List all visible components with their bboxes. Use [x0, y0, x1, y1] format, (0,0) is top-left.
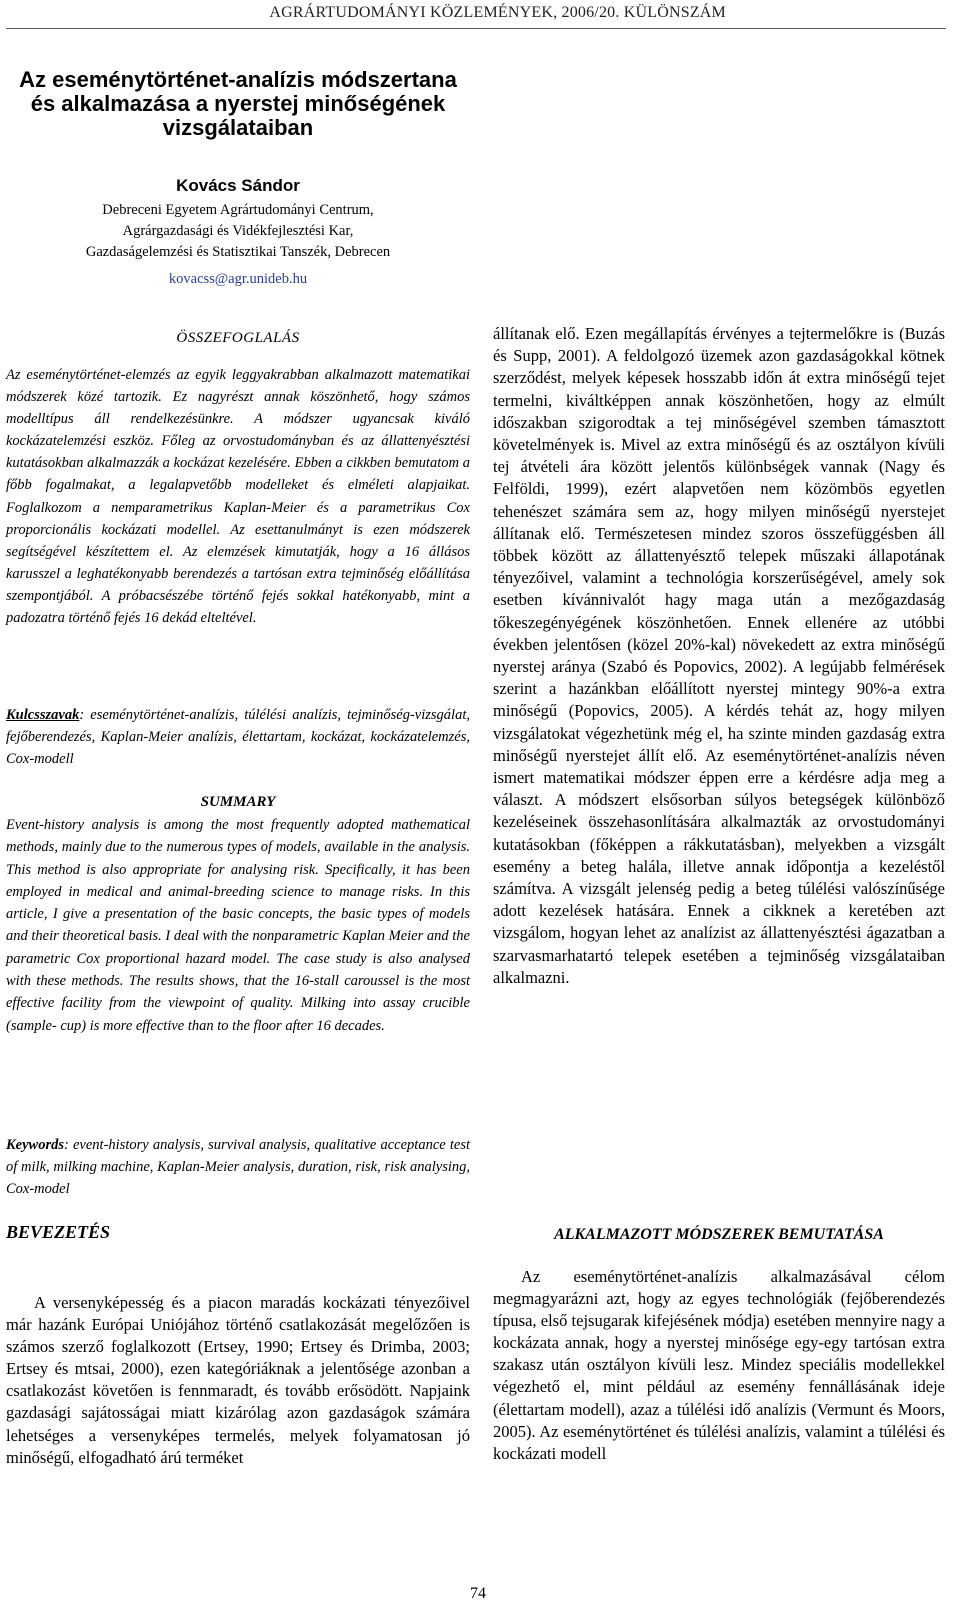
running-head: AGRÁRTUDOMÁNYI KÖZLEMÉNYEK, 2006/20. KÜLÖNSZÁM	[269, 4, 726, 21]
section-heading-methods: ALKALMAZOTT MÓDSZEREK BEMUTATÁSA	[554, 1226, 884, 1243]
title-block	[6, 68, 470, 288]
page-number: 74	[470, 1585, 486, 1602]
keywords-english	[6, 1134, 470, 1201]
abstract-heading: ÖSSZEFOGLALÁS	[176, 330, 300, 346]
title-line: Az eseménytörténet-analízis módszertana	[19, 67, 457, 92]
keywords-label: Keywords	[6, 1137, 64, 1153]
affiliation-line: Agrárgazdasági és Vidékfejlesztési Kar,	[122, 223, 354, 239]
summary-heading: SUMMARY	[200, 794, 276, 810]
affiliation	[6, 200, 470, 263]
affiliation-line: Gazdaságelemzési és Statisztikai Tanszék, Debrecen	[85, 244, 391, 260]
keywords-label: Kulcsszavak	[6, 707, 80, 723]
affiliation-line: Debreceni Egyetem Agrártudományi Centrum,	[102, 202, 374, 218]
abstract-text: Az eseménytörténet-elemzés az egyik leggyakrabban alkalmazott matematikai módszerek közé tartozik. Ez nagyrészt annak köszönhető, hogy számos modelltípus áll rendelkezésünkre. A módszer ugyancsak kiváló kockázatelemzési eszköz. Főleg az orvostudományban és az állattenyésztési kutatásokban alkalmazzák a kockázat kezelésére. Ebben a cikkben bemutatom a főbb fogalmakat, a legalapvetőbb modelleket és elméleti alapjaikat. Foglalkozom a nemparametrikus Kaplan-Meier és a parametrikus Cox proporcionális kockázati modellel. Az esettanulmányt is ezen módszerek segítségével készítettem el. Az elemzések kimutatják, hogy a 16 állásos karusszel a leghatékonyabb berendezés a tartósan extra tejminőség előállítása szempontjából. A próbacsészébe történő fejés sokkal hatékonyabb, mint a padozatra történő fejés 16 dekád elteltével.	[6, 367, 470, 627]
keywords-list: : event-history analysis, survival analysis, qualitative acceptance test of milk, milking machine, Kaplan-Meier analysis, duration, risk, risk analysing, Cox-model	[6, 1137, 470, 1198]
header-rule	[6, 28, 946, 29]
methods-paragraph: Az eseménytörténet-analízis alkalmazásával célom megmagyarázni azt, hogy az egyes technológiák (fejőberendezés típusa, első tejsugarak kifejésének módja) esetében mennyire nagy a kockázata annak, hogy a nyerstej minősége egy-egy tartósan extra szakasz után osztályon kívüli lesz. Mindez speciális modellekkel végezhető el, mint például az esemény fennállásának ideje (élettartam modell), azaz a túlélési idő analízis (Vermunt és Moors, 2005). Az eseménytörténet és túlélési analízis, valamint a túlélési és kockázati modell	[493, 1267, 945, 1463]
keywords-hungarian	[6, 704, 470, 771]
introduction-continued: állítanak elő. Ezen megállapítás érvényes a tejtermelőkre is (Buzás és Supp, 2001). A feldolgozó üzemek azon gazdaságokkal kötnek szerződést, melyek képesek hosszabb időn át extra minőségű tejet termelni, kiváltképpen annak köszönhetően, hogy az elmúlt időszakban szigorodtak a tej minőségével szemben támasztott követelmények is. Mivel az extra minőségű és az osztályon kívüli tej átvételi ára között jelentős különbségek vannak (Nagy és Felföldi, 1999), ezért alapvetően nem közömbös egyetlen tehenészet számára sem az, hogy milyen minőségű nyerstejet állítanak elő. Természetesen mindez szoros összefüggésben áll többek között az állattenyésztő telepek műszaki állapotának tényezőivel, valamint a technológia korszerűségével, amely sok esetben kívánnivalót hagy maga után a mezőgazdaság tőkeszegényégének köszönhetően. Ennek ellenére az utóbbi években jelentősen (közel 20%-kal) növekedett az extra minőségű nyerstej aránya (Szabó és Popovics, 2002). A legújabb felmérések szerint a hazánkban előállított nyerstej mintegy 90%-a extra minőségű (Popovics, 2005). A kérdés tehát az, hogy milyen vizsgálatokat végezhetünk még el, ha szinte minden gazdaság extra minőségű nyerstejet állít elő. Az eseménytörténet-analízis néven ismert matematikai módszer éppen erre a kérdésre adja meg a választ. A módszert elsősorban súlyos betegségek különböző kezeléseinek összehasonlítására alkalmazták az orvostudományi kutatásokban (főképpen a rákkutatásban), melyekben a vizsgált esemény a beteg halála, illetve annak időpontja a kezeléstől számítva. A vizsgált jelenség pedig a beteg túlélési valószínűsége adott kezelések hatására. Ennek a cikknek a keretében azt vizsgálom, hogyan lehet az analízist az állattenyésztési ágazatban a szarvasmarhatartó telepek esetében a tejminőség vizsgálataiban alkalmazni.	[493, 324, 945, 987]
article-title	[6, 68, 470, 140]
title-line: és alkalmazása a nyerstej minőségének	[30, 91, 446, 116]
author-email[interactable]: kovacss@agr.unideb.hu	[168, 271, 308, 287]
keywords-list: : eseménytörténet-analízis, túlélési analízis, tejminőség-vizsgálat, fejőberendezés, Kaplan-Meier analízis, élettartam, kockázat, kockázatelemzés, Cox-modell	[6, 707, 470, 768]
summary-text: Event-history analysis is among the most frequently adopted mathematical methods, mainly due to the numerous types of models, available in the analysis. This method is also appropriate for analysing risk. Specifically, it has been employed in medical and animal-breeding science to manage risks. In this article, I give a presentation of the basic concepts, the basic types of models and their theoretical basis. I deal with the nonparametric Kaplan Meier and the parametric Cox proportional hazard model. The case study is also analysed with these methods. The results shows, that the 16-stall caroussel is the most effective facility from the viewpoint of quality. Milking into assay crucible (sample- cup) is more effective than to the floor after 16 decades.	[6, 817, 470, 1034]
introduction-paragraph: A versenyképesség és a piacon maradás kockázati tényezőivel már hazánk Európai Uniójához történő csatlakozását megelőzően is számos szerző foglalkozott (Ertsey, 1990; Ertsey és Drimba, 2003; Ertsey és mtsai, 2000), ezen kategóriáknak a jelentősége azonban a csatlakozást követően is fennmaradt, és tovább erősödött. Napjaink gazdasági sajátosságai miatt kizárólag azon gazdaságok számára lehetséges a versenyképes termelés, melyek folyamatosan jó minőségű, elfogadható árú terméket	[6, 1293, 470, 1467]
title-line: vizsgálataiban	[162, 115, 314, 140]
section-heading-introduction: BEVEZETÉS	[6, 1222, 111, 1242]
author-name: Kovács Sándor	[176, 176, 300, 195]
